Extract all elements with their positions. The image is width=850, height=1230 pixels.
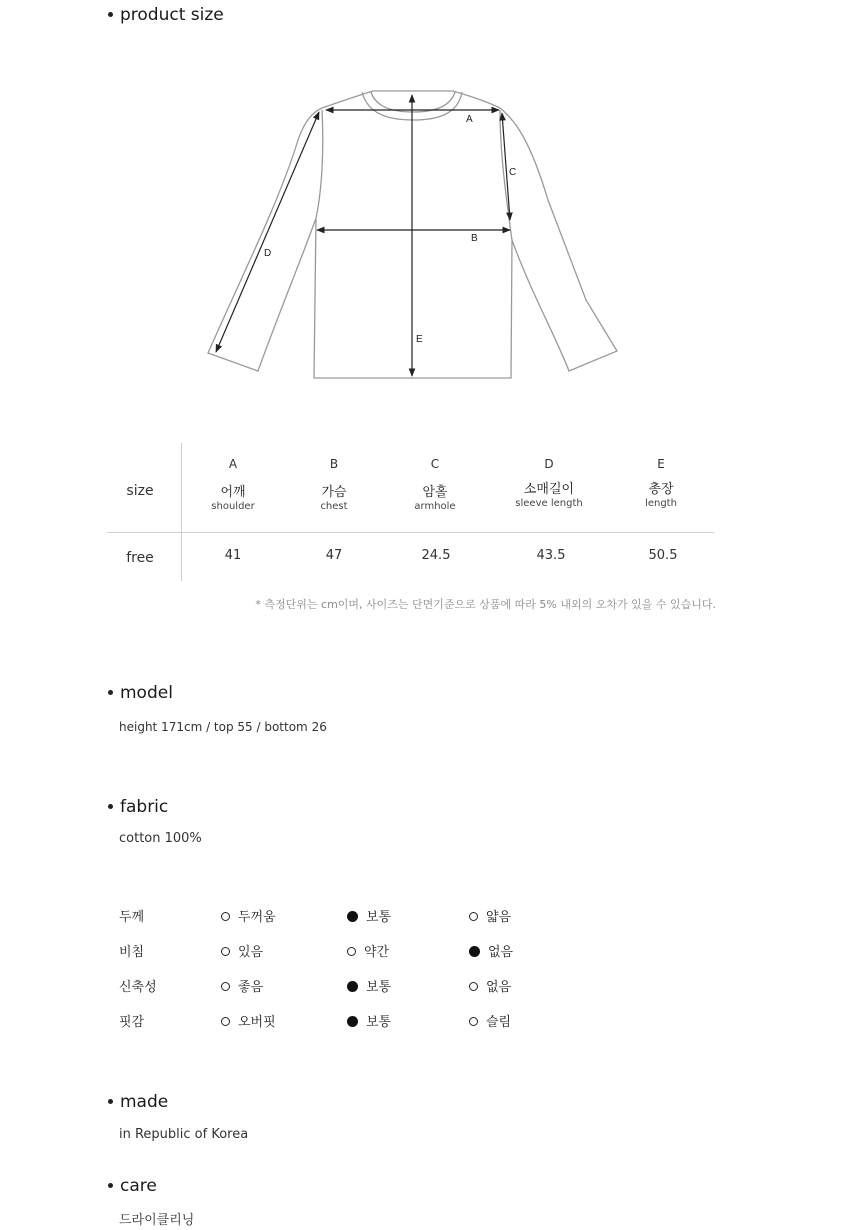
fabric-property-stretch [119,976,539,996]
option-normal[interactable]: 보통 [347,1011,391,1030]
label-d: D [264,248,272,259]
radio-filled-icon [347,981,358,992]
option-yes[interactable]: 있음 [221,941,263,960]
option-none[interactable]: 없음 [469,976,511,995]
size-row-label: free [126,550,154,566]
radio-filled-icon [469,946,480,957]
size-value-a: 41 [224,548,242,563]
label-b: B [471,233,478,244]
bullet [108,1099,113,1104]
radio-empty-icon [221,947,230,956]
option-normal[interactable]: 보통 [347,906,391,925]
section-heading-made: made [108,1092,168,1112]
radio-empty-icon [221,912,230,921]
radio-empty-icon [221,1017,230,1026]
fabric-composition: cotton 100% [119,831,202,846]
made-origin: in Republic of Korea [119,1127,249,1142]
option-oversize[interactable]: 오버핏 [221,1011,276,1030]
garment-measurement-diagram [0,60,850,400]
section-heading-fabric: fabric [108,797,168,817]
table-divider [181,443,182,581]
radio-empty-icon [469,982,478,991]
property-label: 비침 [119,945,145,960]
bullet [108,1183,113,1188]
size-column-e: E 총장 length [645,457,677,509]
measurement-note: * 측정단위는 cm이며, 사이즈는 단면기준으로 상품에 따라 5% 내외의 오차가 있을 수 있습니다. [255,598,716,611]
property-label: 신축성 [119,980,157,995]
radio-filled-icon [347,1016,358,1027]
size-value-b: 47 [325,548,343,563]
bullet [108,12,113,17]
size-value-e: 50.5 [648,548,678,563]
fabric-property-thickness [119,906,539,926]
radio-empty-icon [469,1017,478,1026]
size-column-b: B 가슴 chest [320,457,348,512]
model-info: height 171cm / top 55 / bottom 26 [119,720,327,734]
option-thin[interactable]: 얇음 [469,906,511,925]
section-heading-product-size: product size [108,5,224,25]
radio-empty-icon [347,947,356,956]
property-label: 핏감 [119,1015,145,1030]
property-label: 두께 [119,910,145,925]
radio-empty-icon [469,912,478,921]
fabric-property-fit [119,1011,539,1031]
measurement-lines [216,95,510,376]
bullet [108,690,113,695]
option-slim[interactable]: 슬림 [469,1011,511,1030]
label-a: A [466,114,473,125]
label-e: E [416,334,423,345]
option-normal[interactable]: 보통 [347,976,391,995]
care-instruction: 드라이클리닝 [119,1213,195,1228]
bullet [108,804,113,809]
size-value-c: 24.5 [421,548,451,563]
radio-filled-icon [347,911,358,922]
fabric-property-sheerness [119,941,539,961]
section-heading-care: care [108,1176,157,1196]
option-slight[interactable]: 약간 [347,941,389,960]
option-good[interactable]: 좋음 [221,976,263,995]
size-header-label: size [126,483,154,499]
size-column-c: C 암홀 armhole [414,457,456,512]
size-value-d: 43.5 [536,548,566,563]
size-column-d: D 소매길이 sleeve length [515,457,583,509]
table-divider [107,532,714,533]
radio-empty-icon [221,982,230,991]
option-none[interactable]: 없음 [469,941,513,960]
section-heading-model: model [108,683,173,703]
label-c: C [509,167,517,178]
option-thick[interactable]: 두꺼움 [221,906,276,925]
size-column-a: A 어깨 shoulder [211,457,255,512]
size-table [107,443,714,581]
